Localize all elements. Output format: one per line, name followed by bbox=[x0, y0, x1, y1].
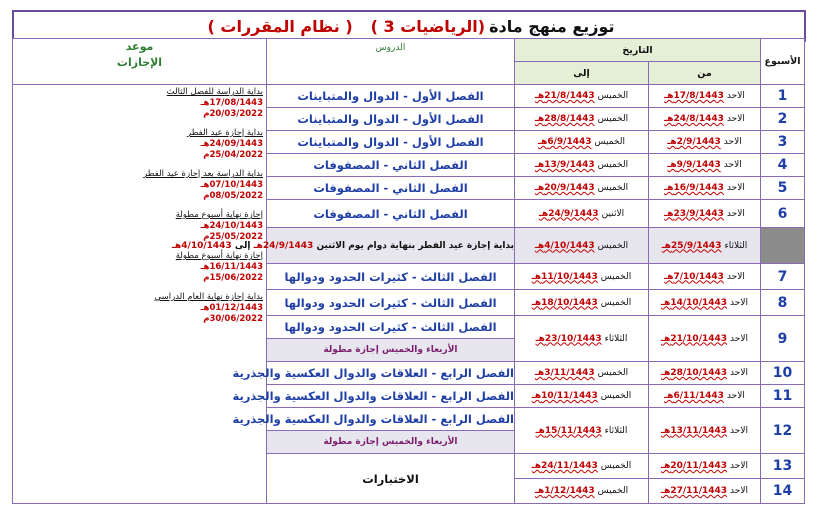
from-date-cell bbox=[649, 385, 761, 408]
day-label: الخميس bbox=[597, 114, 629, 124]
day-label: الاحد bbox=[730, 368, 748, 378]
date-value: 21/8/1443هـ bbox=[534, 91, 595, 101]
note-label: إجازة نهاية أسبوع مطولة bbox=[175, 251, 263, 261]
lesson-cell: الفصل الثالث - كثيرات الحدود ودوالها bbox=[267, 264, 515, 290]
title-system: ( نظام المقررات ) bbox=[207, 16, 353, 36]
note-label: بداية الدراسة للفصل الثالث bbox=[166, 87, 263, 97]
header-from: من bbox=[649, 62, 761, 85]
from-date-cell bbox=[649, 200, 761, 228]
week-number: 11 bbox=[761, 385, 805, 408]
week-number: 12 bbox=[761, 408, 805, 454]
day-label: الاحد bbox=[726, 391, 745, 401]
from-date-cell bbox=[649, 228, 761, 264]
note-hijri-date: 24/09/1443هـ bbox=[200, 139, 263, 149]
to-date-cell bbox=[515, 131, 649, 154]
week-number: 14 bbox=[761, 479, 805, 504]
from-date-cell bbox=[649, 264, 761, 290]
date-value: 23/9/1443هـ bbox=[664, 208, 724, 219]
note-greg-date: 08/05/2022م bbox=[203, 191, 263, 201]
date-value: 21/10/1443هـ bbox=[661, 333, 728, 344]
date-value: 20/11/1443هـ bbox=[661, 461, 728, 471]
date-value: 17/8/1443هـ bbox=[664, 91, 724, 101]
week-number: 13 bbox=[761, 454, 805, 479]
note-greg-date: 25/05/2022م bbox=[203, 232, 263, 242]
from-date-cell bbox=[649, 290, 761, 316]
week-number-empty bbox=[761, 228, 805, 264]
date-value: 28/8/1443هـ bbox=[534, 114, 595, 124]
from-date-cell bbox=[649, 316, 761, 362]
lesson-cell: الفصل الأول - الدوال والمتباينات bbox=[267, 108, 515, 131]
note-hijri-date: 24/10/1443هـ bbox=[200, 221, 263, 231]
to-date-cell bbox=[515, 479, 649, 504]
day-label: الاحد bbox=[726, 271, 745, 282]
header-date: التاريخ bbox=[515, 39, 761, 62]
header-week: الأسبوع bbox=[761, 39, 805, 85]
lesson-cell: الفصل الرابع - العلاقات والدوال العكسية والجذرية bbox=[267, 362, 515, 385]
date-value: 14/10/1443هـ bbox=[661, 297, 728, 308]
day-label: الاثنين bbox=[601, 208, 625, 219]
note-greg-date: 20/03/2022م bbox=[203, 109, 263, 119]
lesson-cell: الفصل الثاني - المصفوفات bbox=[267, 154, 515, 177]
lesson-cell: الفصل الأول - الدوال والمتباينات bbox=[267, 131, 515, 154]
date-value: 24/11/1443هـ bbox=[531, 461, 598, 471]
day-label: الخميس bbox=[600, 391, 632, 401]
day-label: الاحد bbox=[726, 208, 745, 219]
from-date-cell bbox=[649, 154, 761, 177]
to-date-cell bbox=[515, 385, 649, 408]
week-number: 3 bbox=[761, 131, 805, 154]
from-date-cell bbox=[649, 131, 761, 154]
week-number: 9 bbox=[761, 316, 805, 362]
date-value: 6/9/1443هـ bbox=[538, 137, 592, 147]
note-greg-date: 25/04/2022م bbox=[203, 150, 263, 160]
note-label: بداية إجازة نهاية العام الدراسي bbox=[154, 292, 263, 302]
note-item bbox=[13, 126, 266, 167]
date-value: 7/10/1443هـ bbox=[664, 271, 724, 282]
lesson-cell: الفصل الثالث - كثيرات الحدود ودوالها bbox=[267, 316, 515, 339]
header-notes bbox=[13, 39, 267, 85]
from-date-cell bbox=[649, 454, 761, 479]
note-greg-date: 30/06/2022م bbox=[203, 314, 263, 324]
day-label: الخميس bbox=[597, 183, 629, 193]
day-label: الخميس bbox=[597, 368, 629, 378]
long-weekend-note: الأربعاء والخميس إجازة مطولة bbox=[267, 339, 515, 362]
date-value: 28/10/1443هـ bbox=[661, 368, 728, 378]
day-label: الخميس bbox=[597, 160, 629, 170]
note-hijri-date: 17/08/1443هـ bbox=[200, 98, 263, 108]
day-label: الاحد bbox=[730, 297, 748, 308]
to-date-cell bbox=[515, 108, 649, 131]
holiday-to: إلى bbox=[234, 240, 251, 251]
date-value: 24/8/1443هـ bbox=[664, 114, 724, 124]
header-lessons: الدروس bbox=[267, 39, 515, 85]
note-item bbox=[13, 249, 266, 290]
week-number: 2 bbox=[761, 108, 805, 131]
date-value: 23/10/1443هـ bbox=[535, 333, 602, 344]
to-date-cell bbox=[515, 316, 649, 362]
day-label: الاحد bbox=[726, 114, 745, 124]
to-date-cell bbox=[515, 454, 649, 479]
from-date-cell bbox=[649, 408, 761, 454]
week-number: 8 bbox=[761, 290, 805, 316]
exams-cell: الاختبارات bbox=[267, 454, 515, 504]
week-number: 10 bbox=[761, 362, 805, 385]
week-number: 4 bbox=[761, 154, 805, 177]
day-label: الاحد bbox=[723, 137, 742, 147]
date-value: 1/12/1443هـ bbox=[534, 486, 595, 496]
note-hijri-date: 16/11/1443هـ bbox=[200, 262, 263, 272]
date-value: 15/11/1443هـ bbox=[535, 425, 602, 436]
note-item bbox=[13, 167, 266, 208]
date-value: 24/9/1443هـ bbox=[538, 208, 599, 219]
day-label: الاحد bbox=[730, 461, 748, 471]
date-value: 10/11/1443هـ bbox=[531, 391, 598, 401]
date-value: 16/9/1443هـ bbox=[664, 183, 724, 193]
note-item bbox=[13, 290, 266, 331]
note-label: إجازة نهاية أسبوع مطولة bbox=[175, 210, 263, 220]
day-label: الثلاثاء bbox=[604, 333, 628, 344]
day-label: الاحد bbox=[726, 183, 745, 193]
notes-list bbox=[13, 85, 266, 331]
date-value: 13/11/1443هـ bbox=[661, 425, 728, 436]
date-value: 2/9/1443هـ bbox=[667, 137, 721, 147]
day-label: الخميس bbox=[597, 91, 629, 101]
from-date-cell bbox=[649, 479, 761, 504]
to-date-cell bbox=[515, 408, 649, 454]
lesson-cell: الفصل الرابع - العلاقات والدوال العكسية والجذرية bbox=[267, 408, 515, 431]
day-label: الخميس bbox=[600, 271, 632, 282]
from-date-cell bbox=[649, 108, 761, 131]
to-date-cell bbox=[515, 362, 649, 385]
holiday-notes-column bbox=[13, 85, 267, 504]
lesson-cell: الفصل الثالث - كثيرات الحدود ودوالها bbox=[267, 290, 515, 316]
date-value: 27/11/1443هـ bbox=[661, 486, 728, 496]
week-number: 7 bbox=[761, 264, 805, 290]
day-label: الخميس bbox=[600, 297, 632, 308]
day-label: الثلاثاء bbox=[604, 425, 628, 436]
date-value: 13/9/1443هـ bbox=[534, 160, 595, 170]
header-notes-label: موعد الإجازات bbox=[116, 40, 163, 69]
day-label: الخميس bbox=[600, 461, 632, 471]
to-date-cell bbox=[515, 228, 649, 264]
note-greg-date: 15/06/2022م bbox=[203, 273, 263, 283]
date-value: 4/10/1443هـ bbox=[534, 240, 595, 251]
date-value: 11/10/1443هـ bbox=[531, 271, 598, 282]
lesson-cell: الفصل الثاني - المصفوفات bbox=[267, 200, 515, 228]
header-to: إلى bbox=[515, 62, 649, 85]
day-label: الاحد bbox=[730, 333, 748, 344]
week-number: 5 bbox=[761, 177, 805, 200]
note-label: بداية الدراسة بعد إجازة عيد الفطر bbox=[143, 169, 263, 179]
day-label: الاحد bbox=[730, 425, 748, 436]
day-label: الخميس bbox=[597, 240, 629, 251]
date-value: 6/11/1443هـ bbox=[664, 391, 724, 401]
date-value: 9/9/1443هـ bbox=[667, 160, 721, 170]
holiday-end: 4/10/1443هـ bbox=[171, 240, 232, 251]
note-hijri-date: 01/12/1443هـ bbox=[200, 303, 263, 313]
lesson-cell: الفصل الرابع - العلاقات والدوال العكسية والجذرية bbox=[267, 385, 515, 408]
day-label: الاحد bbox=[726, 91, 745, 101]
long-weekend-note: الأربعاء والخميس إجازة مطولة bbox=[267, 431, 515, 454]
from-date-cell bbox=[649, 85, 761, 108]
day-label: الثلاثاء bbox=[724, 240, 748, 251]
table-row bbox=[13, 85, 805, 108]
to-date-cell bbox=[515, 290, 649, 316]
day-label: الاحد bbox=[723, 160, 742, 170]
week-number: 6 bbox=[761, 200, 805, 228]
from-date-cell bbox=[649, 362, 761, 385]
note-label: بداية إجازة عيد الفطر bbox=[187, 128, 263, 138]
to-date-cell bbox=[515, 200, 649, 228]
lesson-cell: الفصل الأول - الدوال والمتباينات bbox=[267, 85, 515, 108]
to-date-cell bbox=[515, 154, 649, 177]
to-date-cell bbox=[515, 264, 649, 290]
holiday-text-a: بداية إجازة عيد الفطر بنهاية دوام يوم الاثنين bbox=[316, 240, 514, 251]
note-hijri-date: 07/10/1443هـ bbox=[200, 180, 263, 190]
note-item bbox=[13, 85, 266, 126]
day-label: الخميس bbox=[597, 486, 629, 496]
to-date-cell bbox=[515, 177, 649, 200]
schedule-table bbox=[12, 38, 805, 504]
to-date-cell bbox=[515, 85, 649, 108]
date-value: 25/9/1443هـ bbox=[661, 240, 722, 251]
date-value: 20/9/1443هـ bbox=[534, 183, 595, 193]
from-date-cell bbox=[649, 177, 761, 200]
title-subject: (الرياضيات 3 ) bbox=[370, 16, 486, 36]
holiday-start: 24/9/1443هـ bbox=[253, 240, 314, 251]
date-value: 3/11/1443هـ bbox=[534, 368, 595, 378]
week-number: 1 bbox=[761, 85, 805, 108]
lesson-cell: الفصل الثاني - المصفوفات bbox=[267, 177, 515, 200]
date-value: 18/10/1443هـ bbox=[531, 297, 598, 308]
title-prefix: توزيع منهج مادة bbox=[489, 16, 615, 36]
day-label: الاحد bbox=[730, 486, 748, 496]
day-label: الخميس bbox=[594, 137, 625, 147]
